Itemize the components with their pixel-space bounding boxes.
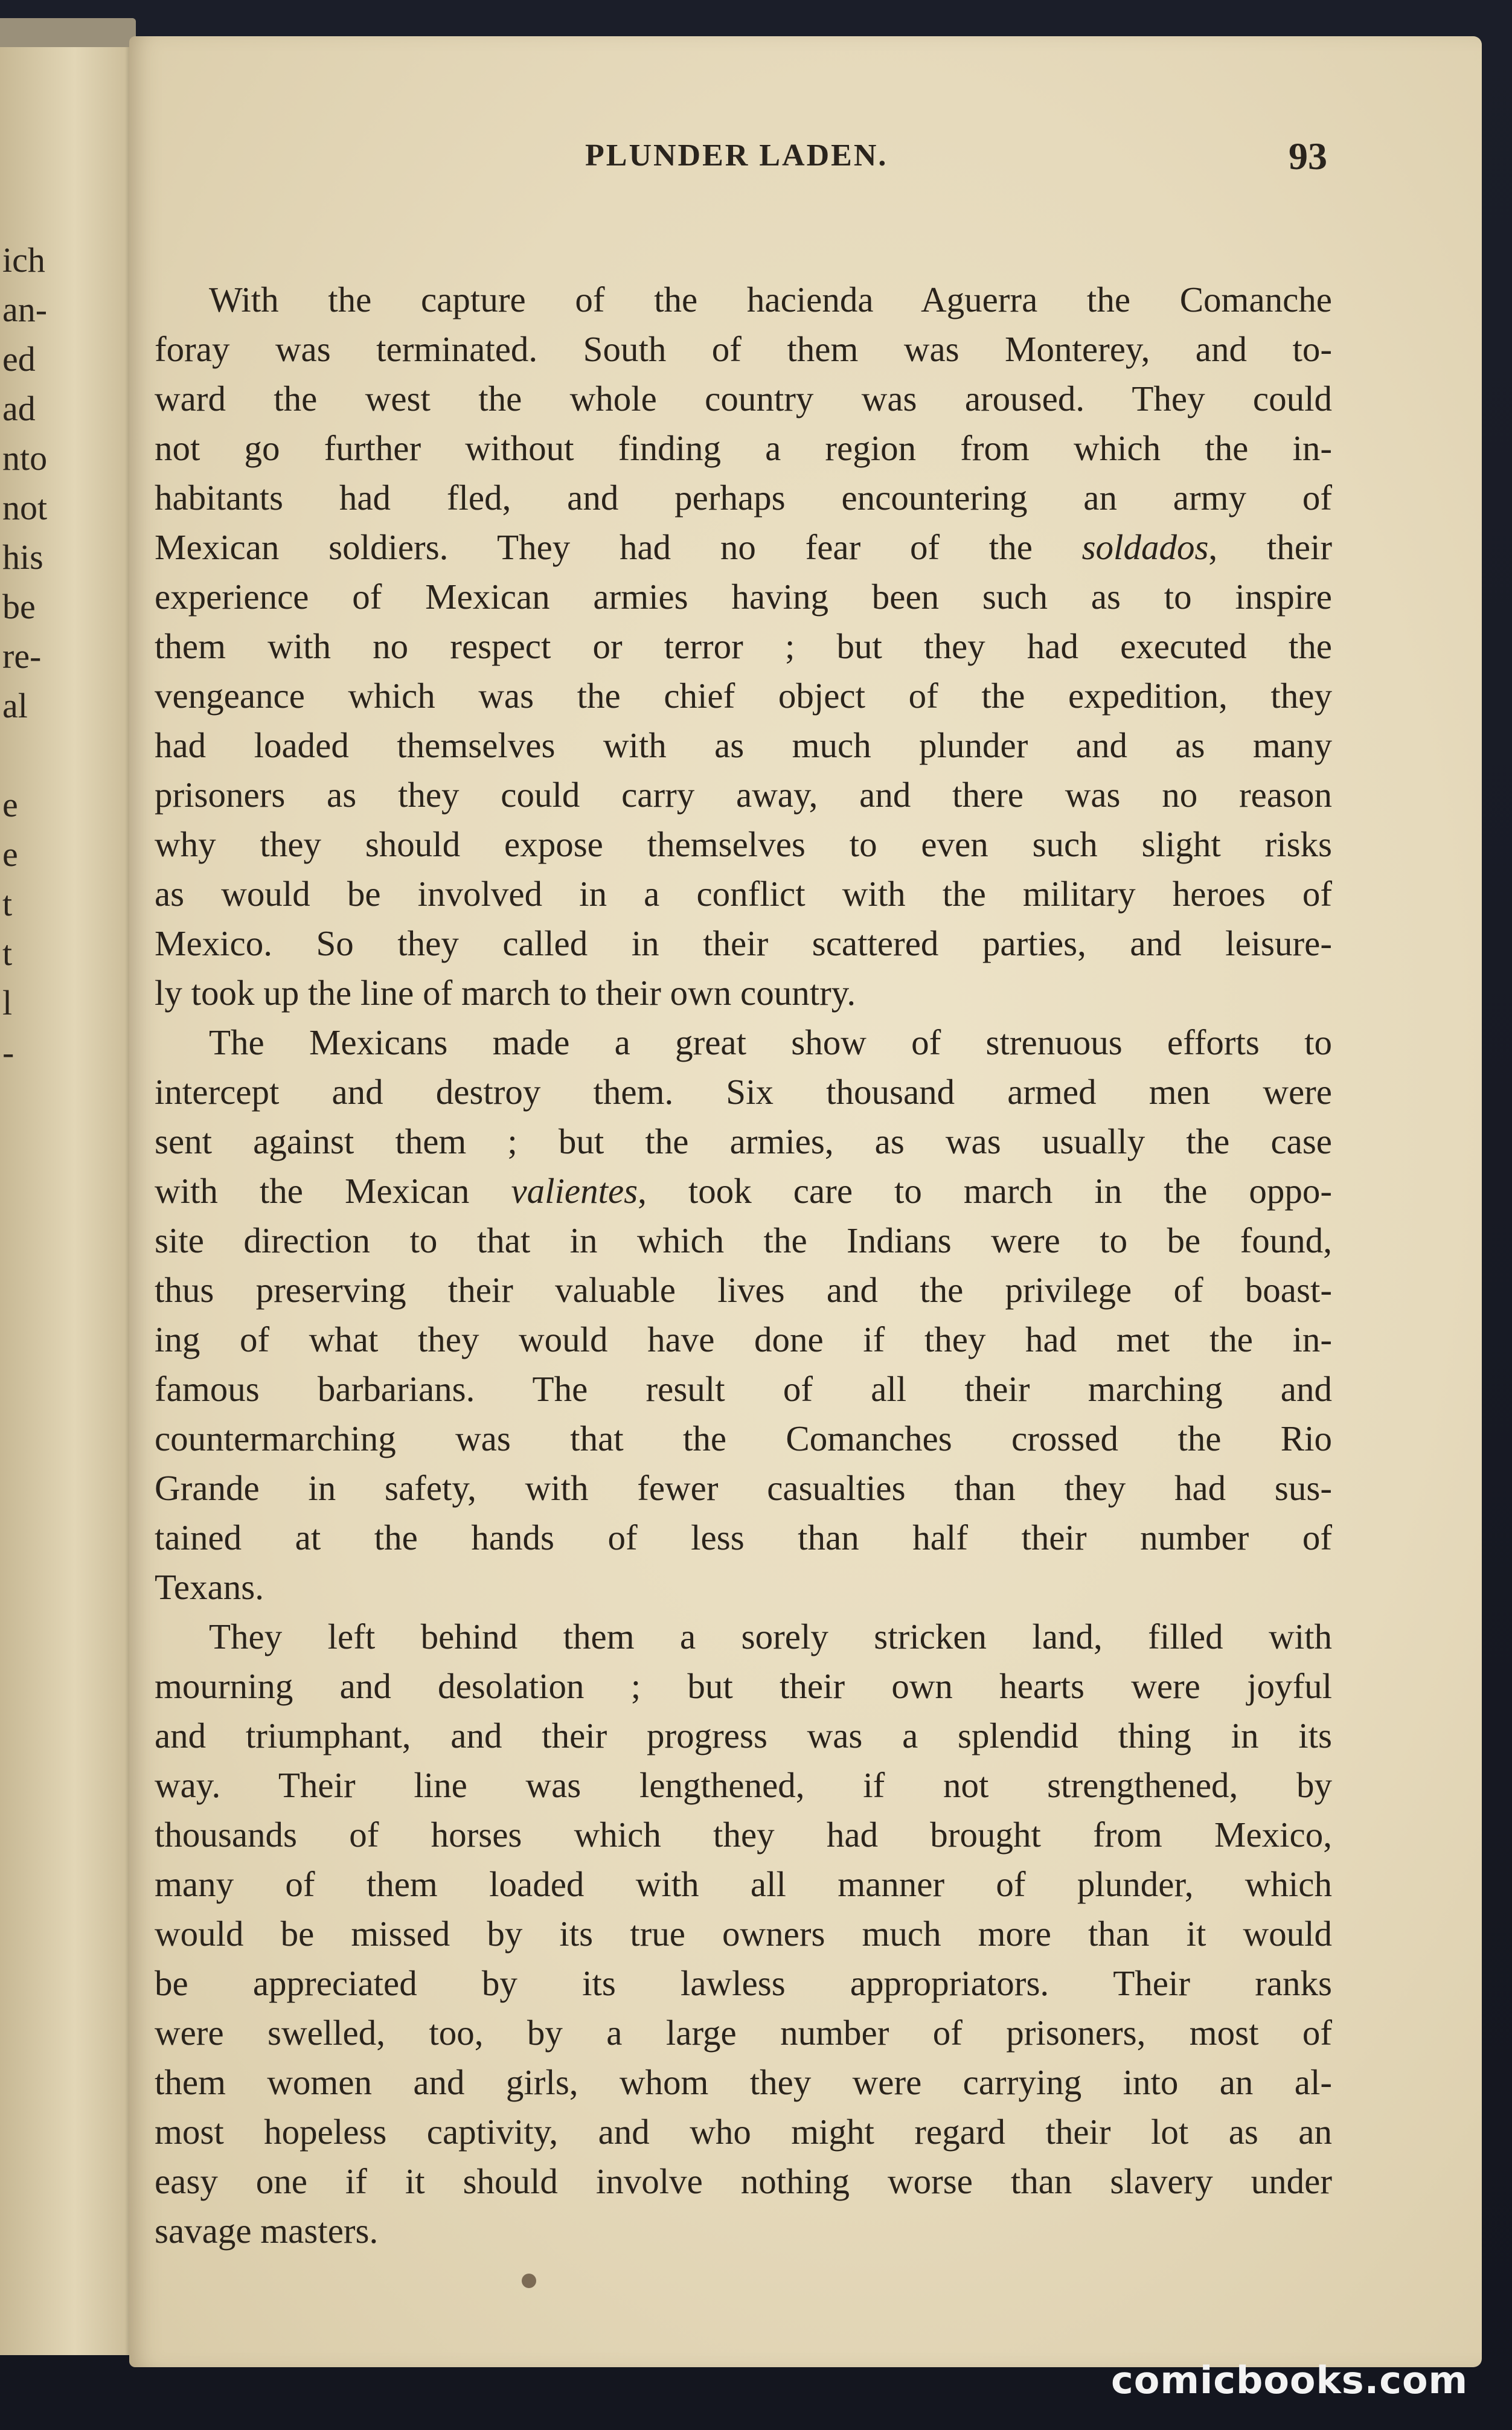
watermark: comicbooks.com: [1111, 2358, 1469, 2402]
text-line: The Mexicans made a great show of strenuous efforts to: [209, 1022, 1332, 1062]
text-line: easy one if it should involve nothing worse than slavery under: [155, 2161, 1332, 2201]
previous-page-fragment: t: [2, 884, 13, 923]
text-line: experience of Mexican armies having been such as to inspire: [155, 577, 1332, 617]
previous-page-fragment: be: [2, 587, 36, 626]
text-line: intercept and destroy them. Six thousand armed men were: [155, 1072, 1332, 1112]
text-line: as would be involved in a conflict with the military heroes of: [155, 874, 1332, 914]
previous-page-fragment: e: [2, 835, 18, 874]
text-line: ly took up the line of march to their own country.: [155, 973, 856, 1013]
text-line: would be missed by its true owners much more than it would: [155, 1914, 1332, 1954]
text-line: prisoners as they could carry away, and there was no reason: [155, 775, 1332, 815]
previous-page-fragment: not: [2, 488, 48, 527]
text-line: habitants had fled, and perhaps encountering an army of: [155, 478, 1332, 518]
italic-word: soldados: [1081, 527, 1209, 567]
previous-page-fragment: ed: [2, 339, 36, 379]
running-head-title: PLUNDER LADEN.: [585, 138, 888, 173]
text-line: vengeance which was the chief object of the expedition, they: [155, 676, 1332, 716]
text-line: foray was terminated. South of them was Monterey, and to-: [155, 329, 1332, 369]
text-line: had loaded themselves with as much plunder and as many: [155, 725, 1332, 765]
ink-spot: [522, 2274, 536, 2288]
text-line: be appreciated by its lawless appropriators. Their ranks: [155, 1963, 1332, 2003]
previous-page-fragment: t: [2, 934, 13, 973]
italic-word: valientes: [511, 1171, 638, 1211]
book-page: [129, 36, 1482, 2367]
text-line: and triumphant, and their progress was a splendid thing in its: [155, 1716, 1332, 1755]
previous-page-fragment: an-: [2, 290, 48, 329]
text-line: them women and girls, whom they were carrying into an al-: [155, 2062, 1332, 2102]
previous-page-fragment: ich: [2, 240, 45, 280]
text-line: why they should expose themselves to even such slight risks: [155, 824, 1332, 864]
page-number: 93: [1289, 135, 1327, 178]
previous-page-edge: [0, 18, 136, 2355]
text-line: With the capture of the hacienda Aguerra the Comanche: [209, 280, 1332, 319]
body-text: [155, 275, 1332, 2255]
text-line: not go further without finding a region from which the in-: [155, 428, 1332, 468]
text-line: Mexican soldiers. They had no fear of the soldados, their: [155, 527, 1332, 567]
text-line: Grande in safety, with fewer casualties than they had sus-: [155, 1468, 1332, 1508]
previous-page-fragment: l: [2, 983, 13, 1022]
text-line: ward the west the whole country was aroused. They could: [155, 379, 1332, 418]
text-line: Mexico. So they called in their scattered parties, and leisure-: [155, 923, 1332, 963]
text-line: most hopeless captivity, and who might regard their lot as an: [155, 2112, 1332, 2152]
text-line: with the Mexican valientes, took care to march in the oppo-: [155, 1171, 1332, 1211]
page-edge-strip: [0, 18, 136, 47]
text-line: site direction to that in which the Indians were to be found,: [155, 1220, 1332, 1260]
text-line: sent against them ; but the armies, as was usually the case: [155, 1121, 1332, 1161]
text-line: tained at the hands of less than half their number of: [155, 1518, 1332, 1557]
previous-page-fragment: his: [2, 537, 43, 577]
text-line: were swelled, too, by a large number of prisoners, most of: [155, 2013, 1332, 2053]
text-line: They left behind them a sorely stricken land, filled with: [209, 1617, 1332, 1656]
text-line: them with no respect or terror ; but they had executed the: [155, 626, 1332, 666]
running-head: [129, 135, 1482, 186]
text-line: ing of what they would have done if they had met the in-: [155, 1319, 1332, 1359]
text-line: savage masters.: [155, 2211, 379, 2251]
text-line: mourning and desolation ; but their own hearts were joyful: [155, 1666, 1332, 1706]
text-line: countermarching was that the Comanches crossed the Rio: [155, 1419, 1332, 1458]
previous-page-fragment: re-: [2, 636, 42, 676]
text-line: thousands of horses which they had brought from Mexico,: [155, 1815, 1332, 1855]
previous-page-fragment: nto: [2, 438, 48, 478]
previous-page-fragment: al: [2, 686, 28, 725]
previous-page-fragment: e: [2, 785, 18, 824]
text-line: Texans.: [155, 1567, 264, 1607]
previous-page-fragment: -: [2, 1033, 14, 1072]
text-line: thus preserving their valuable lives and the privilege of boast-: [155, 1270, 1332, 1310]
text-line: many of them loaded with all manner of plunder, which: [155, 1864, 1332, 1904]
previous-page-fragment: ad: [2, 389, 36, 428]
text-line: famous barbarians. The result of all their marching and: [155, 1369, 1332, 1409]
text-line: way. Their line was lengthened, if not strengthened, by: [155, 1765, 1332, 1805]
